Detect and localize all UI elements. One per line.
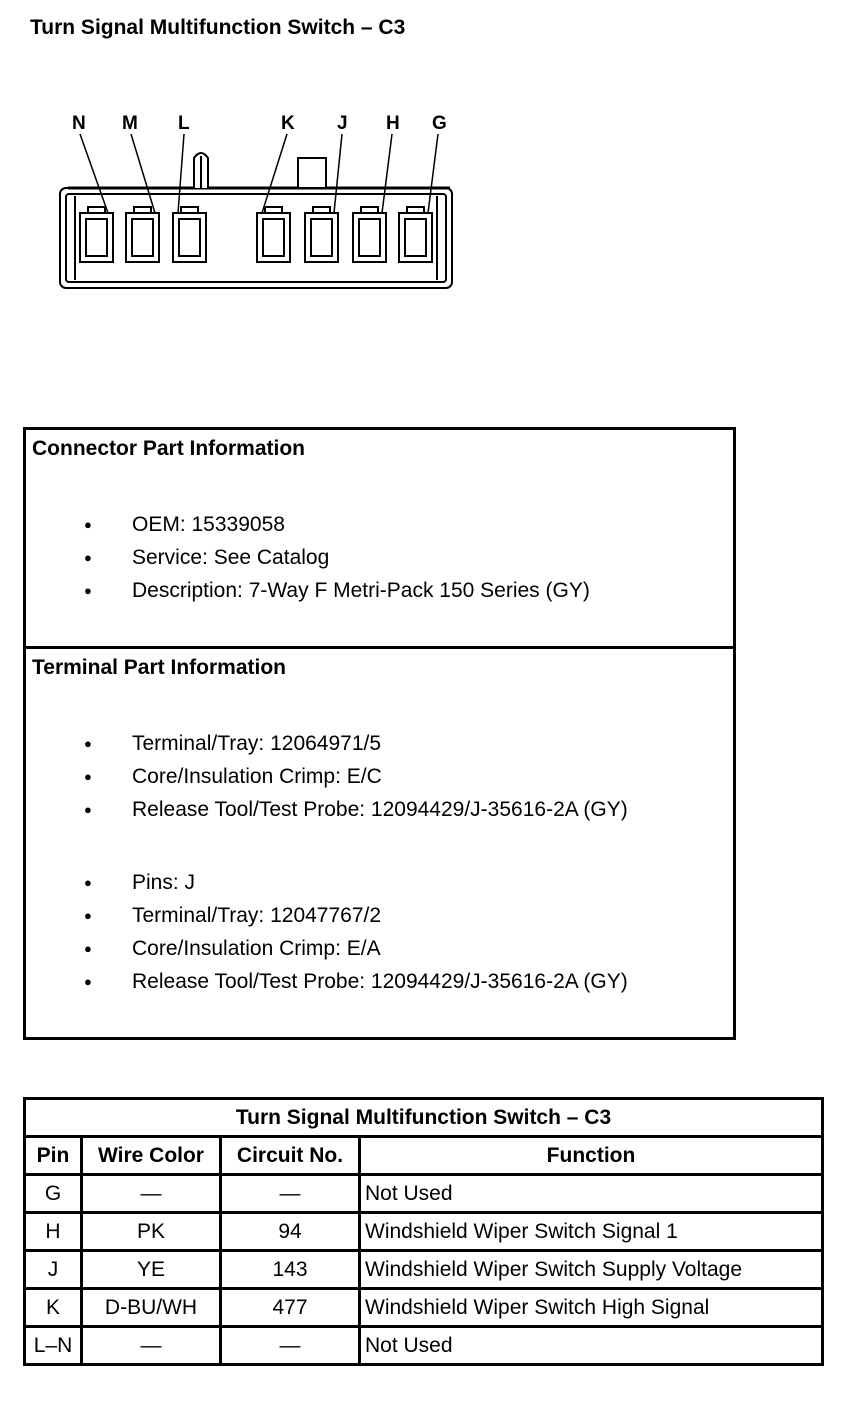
pin-cell: L–N [25,1327,82,1365]
column-header-function: Function [360,1137,823,1175]
column-header-wire-color: Wire Color [82,1137,221,1175]
terminal-part-info-list [26,727,628,998]
connector-diagram [0,100,480,300]
connector-part-info [26,430,733,649]
function-cell: Not Used [360,1175,823,1213]
table-row [25,1251,823,1289]
pin-cell: K [25,1289,82,1327]
list-item: ● Terminal/Tray: 12064971/5 [26,727,628,760]
pin-label-k: K [281,113,295,134]
pin-label-l: L [178,113,190,134]
circuit-cell: 143 [221,1251,360,1289]
list-item: ● Core/Insulation Crimp: E/A [26,932,628,965]
part-information-box [23,427,736,1040]
list-item: ● Release Tool/Test Probe: 12094429/J-35616-2A (GY) [26,965,628,998]
table-row [25,1175,823,1213]
pin-cell: H [25,1213,82,1251]
function-cell: Windshield Wiper Switch Signal 1 [360,1213,823,1251]
column-header-circuit-no: Circuit No. [221,1137,360,1175]
pin-label-j: J [337,113,348,134]
wire-color-cell: D-BU/WH [82,1289,221,1327]
list-item: ● Pins: J [26,866,628,899]
pin-cell: G [25,1175,82,1213]
connector-part-info-heading: Connector Part Information [32,437,306,460]
table-caption-row [25,1099,823,1137]
list-item: ● Description: 7-Way F Metri-Pack 150 Series (GY) [26,574,590,607]
table-caption: Turn Signal Multifunction Switch – C3 [25,1099,823,1137]
list-item: ● Core/Insulation Crimp: E/C [26,760,628,793]
wire-color-cell: — [82,1327,221,1365]
wire-color-cell: — [82,1175,221,1213]
circuit-cell: 94 [221,1213,360,1251]
terminal-cavities [80,207,432,262]
table-row [25,1327,823,1365]
column-header-pin: Pin [25,1137,82,1175]
wire-color-cell: PK [82,1213,221,1251]
page-title: Turn Signal Multifunction Switch – C3 [30,16,406,39]
list-item: ● Service: See Catalog [26,541,590,574]
terminal-part-info [26,649,733,1037]
pin-cell: J [25,1251,82,1289]
connector-part-info-list [26,508,590,607]
table-header-row [25,1137,823,1175]
pin-label-h: H [386,113,400,134]
circuit-cell: 477 [221,1289,360,1327]
function-cell: Windshield Wiper Switch High Signal [360,1289,823,1327]
terminal-part-info-heading: Terminal Part Information [32,656,286,679]
wire-color-cell: YE [82,1251,221,1289]
list-item: ● OEM: 15339058 [26,508,590,541]
list-item: ● Release Tool/Test Probe: 12094429/J-35616-2A (GY) [26,793,628,826]
pin-table [23,1097,824,1366]
pin-label-m: M [122,113,138,134]
circuit-cell: — [221,1327,360,1365]
function-cell: Not Used [360,1327,823,1365]
pin-label-g: G [432,113,447,134]
circuit-cell: — [221,1175,360,1213]
table-row [25,1289,823,1327]
list-item: ● Terminal/Tray: 12047767/2 [26,899,628,932]
pin-label-n: N [72,113,86,134]
table-row [25,1213,823,1251]
function-cell: Windshield Wiper Switch Supply Voltage [360,1251,823,1289]
